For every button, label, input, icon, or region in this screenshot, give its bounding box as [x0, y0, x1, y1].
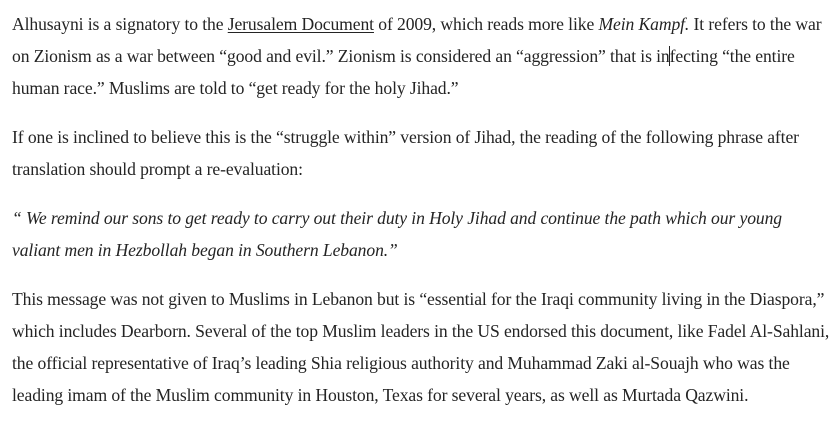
paragraph-struggle-within: [12, 121, 827, 185]
article-body: [12, 8, 830, 428]
quoted-phrase: [12, 202, 827, 266]
text-line: “ We remind our sons to get ready to carry out their duty in Holy Jihad and continue the path which our young: [12, 208, 782, 228]
text-segment: It refers to the war: [689, 14, 822, 34]
text-line: translation should prompt a re-evaluation:: [12, 159, 303, 179]
text-line: human race.” Muslims are told to “get ready for the holy Jihad.”: [12, 78, 459, 98]
book-title-emphasis: Mein Kampf.: [598, 14, 690, 34]
text-line: which includes Dearborn. Several of the top Muslim leaders in the US endorsed this document, like Fadel Al-Sahlani,: [12, 321, 830, 341]
text-line: If one is inclined to believe this is the “struggle within” version of Jihad, the reading of the following phrase after: [12, 127, 799, 147]
text-line: This message was not given to Muslims in Lebanon but is “essential for the Iraqi community living in the Diaspora,”: [12, 289, 825, 309]
text-segment: of 2009, which reads more like: [373, 14, 599, 34]
text-segment: Alhusayni is a signatory to the: [12, 14, 228, 34]
text-line: leading imam of the Muslim community in Houston, Texas for several years, as well as Murtada Qazwini.: [12, 385, 749, 405]
text-line: [12, 40, 827, 72]
jerusalem-document-link[interactable]: Jerusalem Document: [227, 14, 374, 34]
text-line: valiant men in Hezbollah began in Southern Lebanon.”: [12, 240, 398, 260]
paragraph-diaspora: [12, 283, 830, 411]
paragraph-jerusalem-document: [12, 8, 827, 104]
text-segment: fecting “the entire: [669, 46, 795, 66]
text-line: [12, 8, 827, 40]
text-line: the official representative of Iraq’s leading Shia religious authority and Muhammad Zaki al-Souajh who was the: [12, 353, 790, 373]
text-segment: on Zionism as a war between “good and evil.” Zionism is considered an “aggression” that is in: [12, 46, 670, 66]
